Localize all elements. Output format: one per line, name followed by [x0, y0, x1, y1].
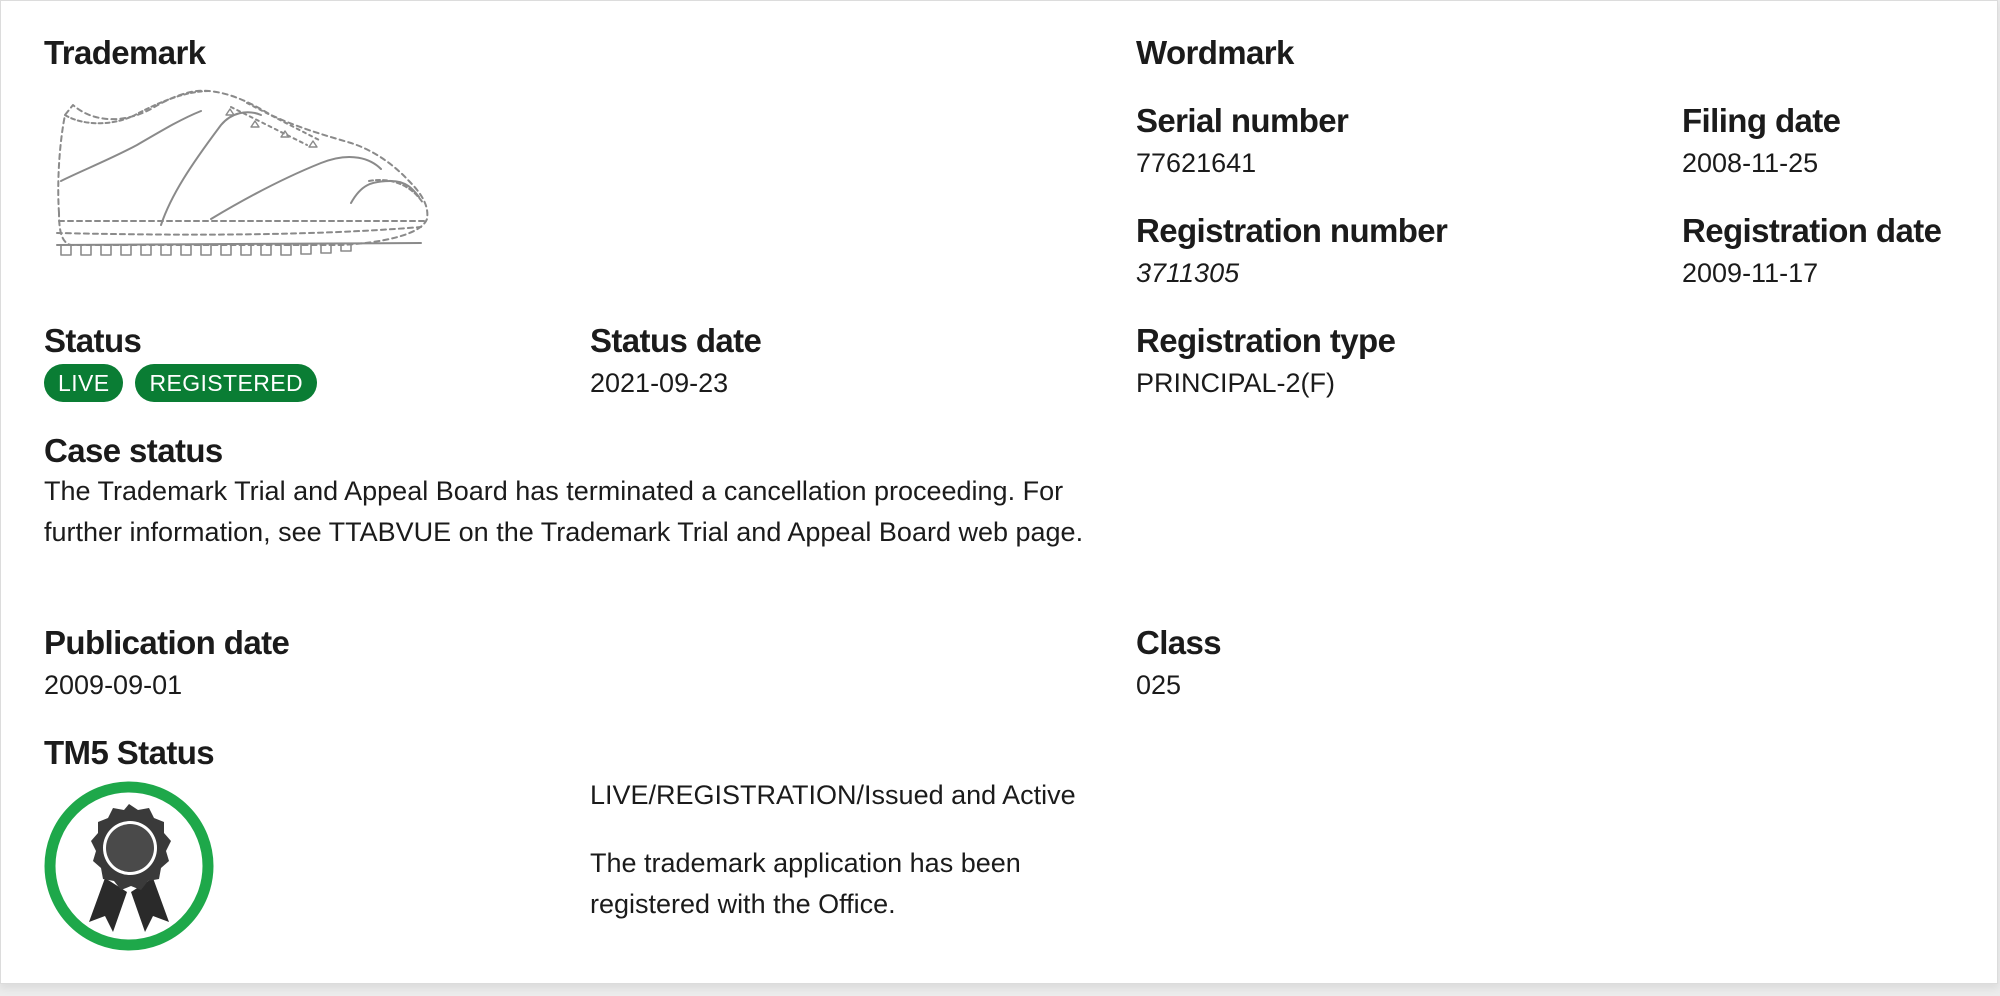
filing-date-label: Filing date: [1682, 102, 1841, 139]
status-badge-registered: REGISTERED: [135, 364, 317, 402]
trademark-label: Trademark: [44, 34, 206, 71]
publication-date-label: Publication date: [44, 624, 290, 661]
publication-date-value: 2009-09-01: [44, 670, 183, 700]
tm5-status-description: The trademark application has been registered with the Office.: [590, 848, 1021, 919]
case-status-text: The Trademark Trial and Appeal Board has terminated a cancellation proceeding. For further information, see TTABVUE on the Trademark Trial and Appeal Board web page.: [44, 476, 1084, 547]
status-badges: [44, 364, 329, 402]
registration-date-label: Registration date: [1682, 212, 1942, 249]
class-value: 025: [1136, 670, 1182, 700]
tm5-status-label: TM5 Status: [44, 734, 215, 771]
status-label: Status: [44, 322, 142, 359]
registration-type-label: Registration type: [1136, 322, 1396, 359]
class-label: Class: [1136, 624, 1222, 661]
filing-date-value: 2008-11-25: [1682, 148, 1819, 178]
award-ribbon-icon: [43, 780, 215, 952]
wordmark-label: Wordmark: [1136, 34, 1294, 71]
registration-number-label: Registration number: [1136, 212, 1448, 249]
serial-number-value: 77621641: [1136, 148, 1257, 178]
registration-date-value: 2009-11-17: [1682, 258, 1819, 288]
status-badge-live: LIVE: [44, 364, 123, 402]
case-status-label: Case status: [44, 432, 223, 469]
registration-type-value: PRINCIPAL-2(F): [1136, 368, 1336, 398]
registration-number-value: 3711305: [1136, 258, 1240, 288]
serial-number-label: Serial number: [1136, 102, 1349, 139]
status-date-label: Status date: [590, 322, 762, 359]
tm5-status-value: LIVE/REGISTRATION/Issued and Active: [590, 780, 1076, 810]
status-date-value: 2021-09-23: [590, 368, 729, 398]
sneaker-drawing-icon: [51, 85, 481, 285]
